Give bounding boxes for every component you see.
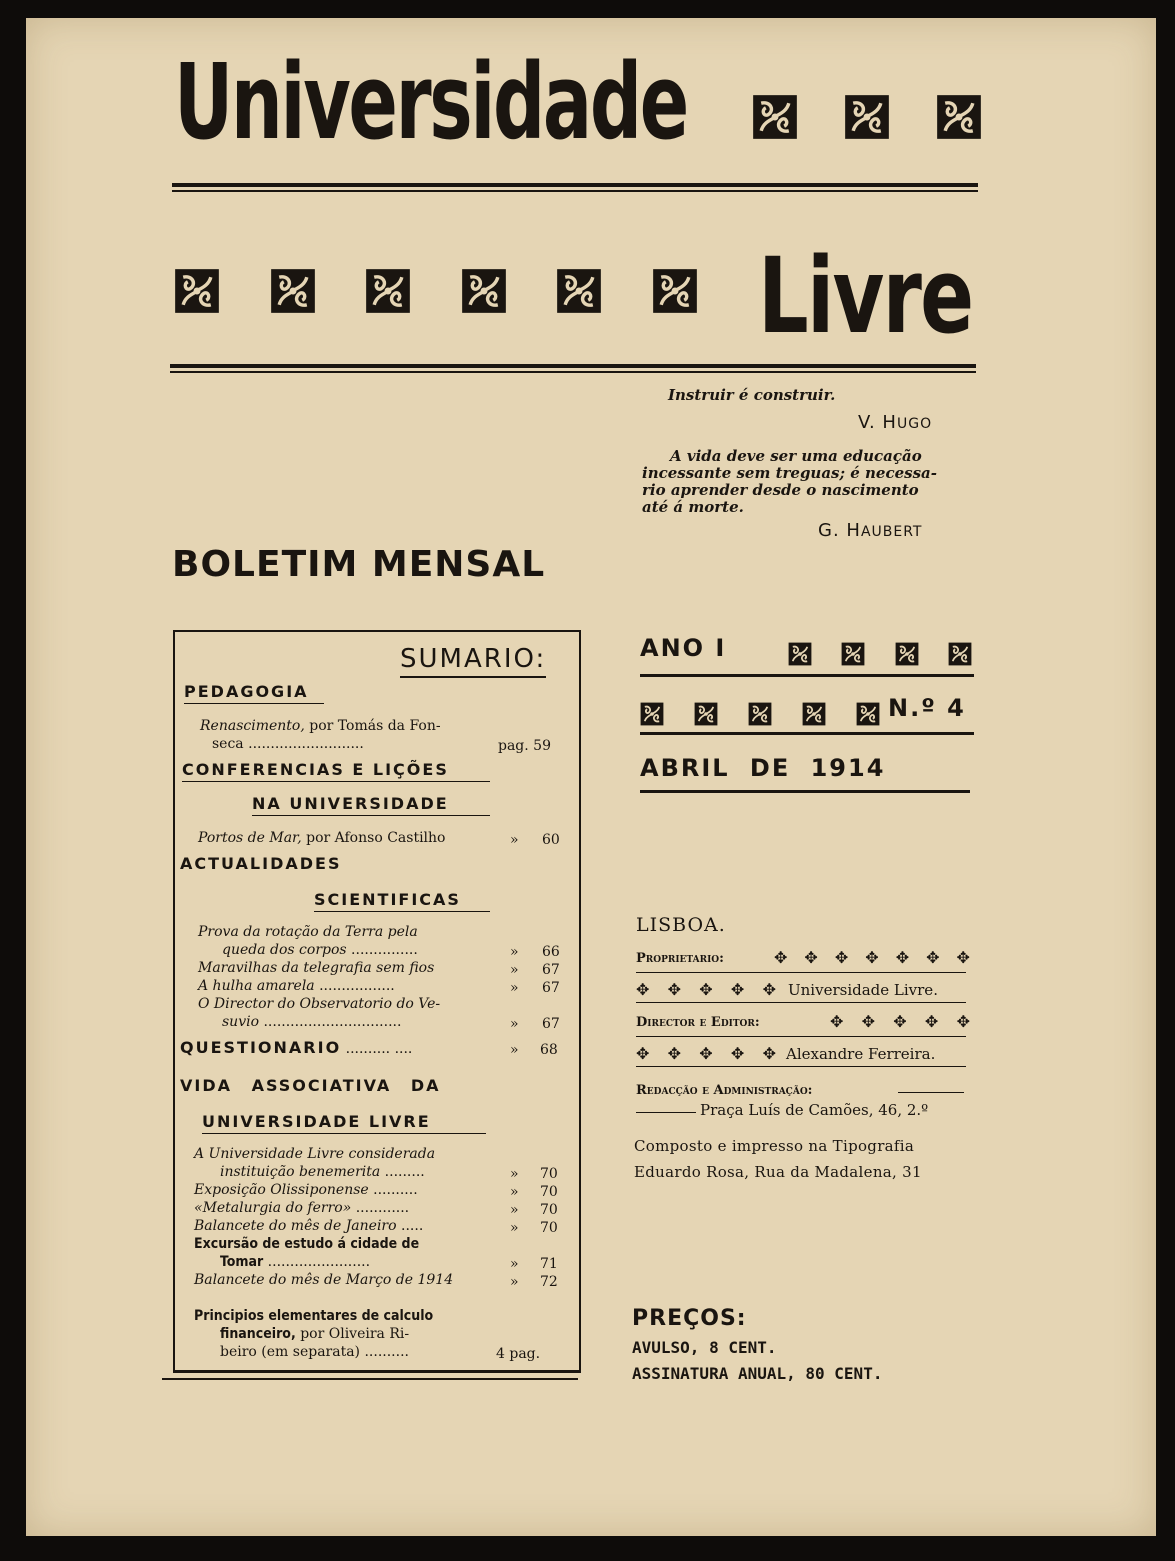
- ditto-mark: »: [510, 1184, 519, 1200]
- imprint-rule: [636, 1036, 966, 1037]
- imprint-director: Alexandre Ferreira.: [786, 1045, 936, 1063]
- cross-ornament-icon: ✥: [956, 1012, 970, 1031]
- entry-director-line2: suvio ...............................: [222, 1014, 402, 1030]
- floral-ornament-icon: [556, 268, 602, 314]
- masthead-rule-1: [172, 183, 978, 192]
- entry-principios-page: 4 pag.: [496, 1346, 541, 1362]
- cross-ornament-icon: ✥: [667, 1044, 682, 1063]
- entry-director-page: 67: [542, 1016, 560, 1032]
- issue-rule-2: [640, 732, 974, 735]
- entry-hulha-page: 67: [542, 980, 560, 996]
- page: [26, 18, 1156, 1536]
- floral-ornament-icon: [841, 642, 865, 666]
- ditto-mark: »: [510, 1220, 519, 1236]
- prices-title: PREÇOS:: [632, 1306, 747, 1331]
- floral-ornament-icon: [752, 94, 798, 140]
- entry-principios-line1: Principios elementares de calculo: [194, 1308, 434, 1324]
- entry-exposicao: Exposição Olissiponense ..........: [194, 1182, 418, 1198]
- floral-ornament-icon: [461, 268, 507, 314]
- entry-principios-line2: financeiro, por Oliveira Ri-: [220, 1326, 410, 1342]
- cross-row-1: [774, 948, 970, 967]
- ornament-row-2: [174, 268, 698, 314]
- cross-ornament-icon: ✥: [924, 1012, 939, 1031]
- section-pedagogia: PEDAGOGIA: [184, 682, 324, 704]
- floral-ornament-icon: [948, 642, 972, 666]
- floral-ornament-icon: [694, 702, 718, 726]
- entry-principios-line3: beiro (em separata) ..........: [220, 1344, 409, 1360]
- ditto-mark: »: [510, 1166, 519, 1182]
- ditto-mark: »: [510, 944, 519, 960]
- floral-ornament-icon: [802, 702, 826, 726]
- cross-ornament-icon: ✥: [636, 1044, 650, 1063]
- entry-excursao-page: 71: [540, 1256, 558, 1272]
- issue-rule-1: [640, 674, 974, 677]
- masthead-word-universidade: Universidade: [174, 41, 687, 163]
- cross-ornament-icon: ✥: [730, 980, 745, 999]
- section-questionario-row: QUESTIONARIO .......... ....: [180, 1038, 413, 1057]
- entry-balancete-marco: Balancete do mês de Março de 1914: [194, 1272, 454, 1288]
- entry-maravilhas-page: 67: [542, 962, 560, 978]
- ornament-row-1: [752, 94, 982, 140]
- entry-director-line1: O Director do Observatorio do Ve-: [198, 996, 441, 1012]
- ditto-mark: »: [510, 1016, 519, 1032]
- issue-date: ABRIL DE 1914: [640, 754, 886, 782]
- cross-ornament-icon: ✥: [730, 1044, 745, 1063]
- imprint-redaccao-label: Redacção e Administração:: [636, 1083, 813, 1098]
- price-annual: ASSINATURA ANUAL, 80 CENT.: [632, 1364, 883, 1383]
- floral-ornament-icon: [788, 642, 812, 666]
- imprint-city: LISBOA.: [636, 914, 726, 936]
- imprint-dash: [636, 1112, 696, 1113]
- imprint-dash: [898, 1092, 964, 1093]
- price-single: AVULSO, 8 CENT.: [632, 1338, 777, 1357]
- cross-ornament-icon: ✥: [762, 1044, 776, 1063]
- issue-number: N.º 4: [888, 694, 966, 722]
- section-na-universidade: NA UNIVERSIDADE: [252, 794, 490, 816]
- epigraph-2-author: G. HAUBERT: [818, 520, 923, 541]
- masthead-rule-2: [170, 364, 976, 373]
- summary-box-bottom-rule: [162, 1378, 578, 1380]
- cross-ornament-icon: ✥: [774, 948, 788, 967]
- floral-ornament-icon: [844, 94, 890, 140]
- floral-ornament-icon: [895, 642, 919, 666]
- entry-excursao-line2: Tomar .......................: [220, 1254, 371, 1270]
- entry-maravilhas: Maravilhas da telegrafia sem fios: [198, 960, 435, 976]
- issue-rule-3: [640, 790, 970, 793]
- entry-questionario-page: 68: [540, 1042, 558, 1058]
- entry-ul-line2: instituição benemerita .........: [220, 1164, 425, 1180]
- ditto-mark: »: [510, 980, 519, 996]
- issue-year: ANO I: [640, 634, 727, 662]
- imprint-rule: [636, 1066, 966, 1067]
- cross-ornament-icon: ✥: [804, 948, 818, 967]
- entry-prova-line1: Prova da rotação da Terra pela: [198, 924, 418, 940]
- epigraph-2: A vida deve ser uma educação incessante sem treguas; é necessa- rio aprender desde o nascimento até á morte.: [642, 447, 937, 516]
- entry-portos-page: 60: [542, 832, 560, 848]
- cross-row-3: [830, 1012, 970, 1031]
- entry-renascimento-line1: Renascimento, por Tomás da Fon-: [200, 718, 441, 734]
- ditto-mark: »: [510, 962, 519, 978]
- floral-ornament-icon: [640, 702, 664, 726]
- ditto-mark: »: [510, 1274, 519, 1290]
- section-vida-associativa: VIDA ASSOCIATIVA DA: [180, 1076, 441, 1095]
- entry-portos: Portos de Mar, por Afonso Castilho: [198, 830, 446, 846]
- section-universidade-livre: UNIVERSIDADE LIVRE: [202, 1112, 486, 1134]
- floral-ornament-icon: [174, 268, 220, 314]
- entry-hulha: A hulha amarela .................: [198, 978, 395, 994]
- ditto-mark: »: [510, 1042, 519, 1058]
- ditto-mark: »: [510, 1256, 519, 1272]
- section-actualidades: ACTUALIDADES: [180, 854, 342, 873]
- cross-ornament-icon: ✥: [926, 948, 940, 967]
- entry-balancete-janeiro: Balancete do mês de Janeiro .....: [194, 1218, 424, 1234]
- boletim-title: BOLETIM MENSAL: [172, 544, 546, 585]
- imprint-proprietario-label: Proprietario:: [636, 951, 724, 966]
- entry-metalurgia-page: 70: [540, 1202, 558, 1218]
- cross-ornament-icon: ✥: [667, 980, 682, 999]
- imprint-printer-line2: Eduardo Rosa, Rua da Madalena, 31: [634, 1163, 922, 1181]
- section-conferencias: CONFERENCIAS E LIÇÕES: [182, 760, 490, 782]
- ditto-mark: »: [510, 832, 519, 848]
- cross-ornament-icon: ✥: [865, 948, 879, 967]
- imprint-address: Praça Luís de Camões, 46, 2.º: [700, 1101, 929, 1119]
- masthead-word-livre: Livre: [758, 235, 973, 357]
- floral-ornament-icon: [652, 268, 698, 314]
- cross-ornament-icon: ✥: [636, 980, 650, 999]
- epigraph-1-author: V. HUGO: [858, 412, 933, 433]
- entry-balancete-janeiro-page: 70: [540, 1220, 558, 1236]
- imprint-rule: [636, 972, 966, 973]
- cross-ornament-icon: ✥: [895, 948, 910, 967]
- cross-ornament-icon: ✥: [956, 948, 970, 967]
- entry-prova-page: 66: [542, 944, 560, 960]
- entry-balancete-marco-page: 72: [540, 1274, 558, 1290]
- entry-exposicao-page: 70: [540, 1184, 558, 1200]
- floral-ornament-icon: [365, 268, 411, 314]
- imprint-proprietario: Universidade Livre.: [788, 981, 938, 999]
- entry-prova-line2: queda dos corpos ...............: [222, 942, 418, 958]
- entry-metalurgia: «Metalurgia do ferro» ............: [194, 1200, 410, 1216]
- ornament-row-ano: [788, 642, 972, 666]
- imprint-rule: [636, 1002, 966, 1003]
- floral-ornament-icon: [856, 702, 880, 726]
- cross-ornament-icon: ✥: [861, 1012, 876, 1031]
- ditto-mark: »: [510, 1202, 519, 1218]
- floral-ornament-icon: [748, 702, 772, 726]
- cross-ornament-icon: ✥: [830, 1012, 844, 1031]
- entry-ul-page: 70: [540, 1166, 558, 1182]
- entry-ul-line1: A Universidade Livre considerada: [194, 1146, 436, 1162]
- imprint-printer-line1: Composto e impresso na Tipografia: [634, 1137, 915, 1155]
- imprint-director-label: Director e Editor:: [636, 1015, 760, 1030]
- entry-renascimento-line2: seca ..........................: [212, 736, 364, 752]
- cross-ornament-icon: ✥: [762, 980, 776, 999]
- cross-row-2: [636, 980, 776, 999]
- epigraph-1: Instruir é construir.: [668, 386, 836, 404]
- floral-ornament-icon: [936, 94, 982, 140]
- cross-ornament-icon: ✥: [699, 980, 713, 999]
- cross-row-4: [636, 1044, 776, 1063]
- cross-ornament-icon: ✥: [834, 948, 849, 967]
- entry-renascimento-page: pag. 59: [498, 738, 551, 754]
- cross-ornament-icon: ✥: [893, 1012, 907, 1031]
- cross-ornament-icon: ✥: [699, 1044, 713, 1063]
- section-scientificas: SCIENTIFICAS: [314, 890, 490, 912]
- summary-title: SUMARIO:: [400, 644, 546, 678]
- ornament-row-numero: [640, 702, 880, 726]
- entry-excursao-line1: Excursão de estudo á cidade de: [194, 1236, 420, 1252]
- floral-ornament-icon: [270, 268, 316, 314]
